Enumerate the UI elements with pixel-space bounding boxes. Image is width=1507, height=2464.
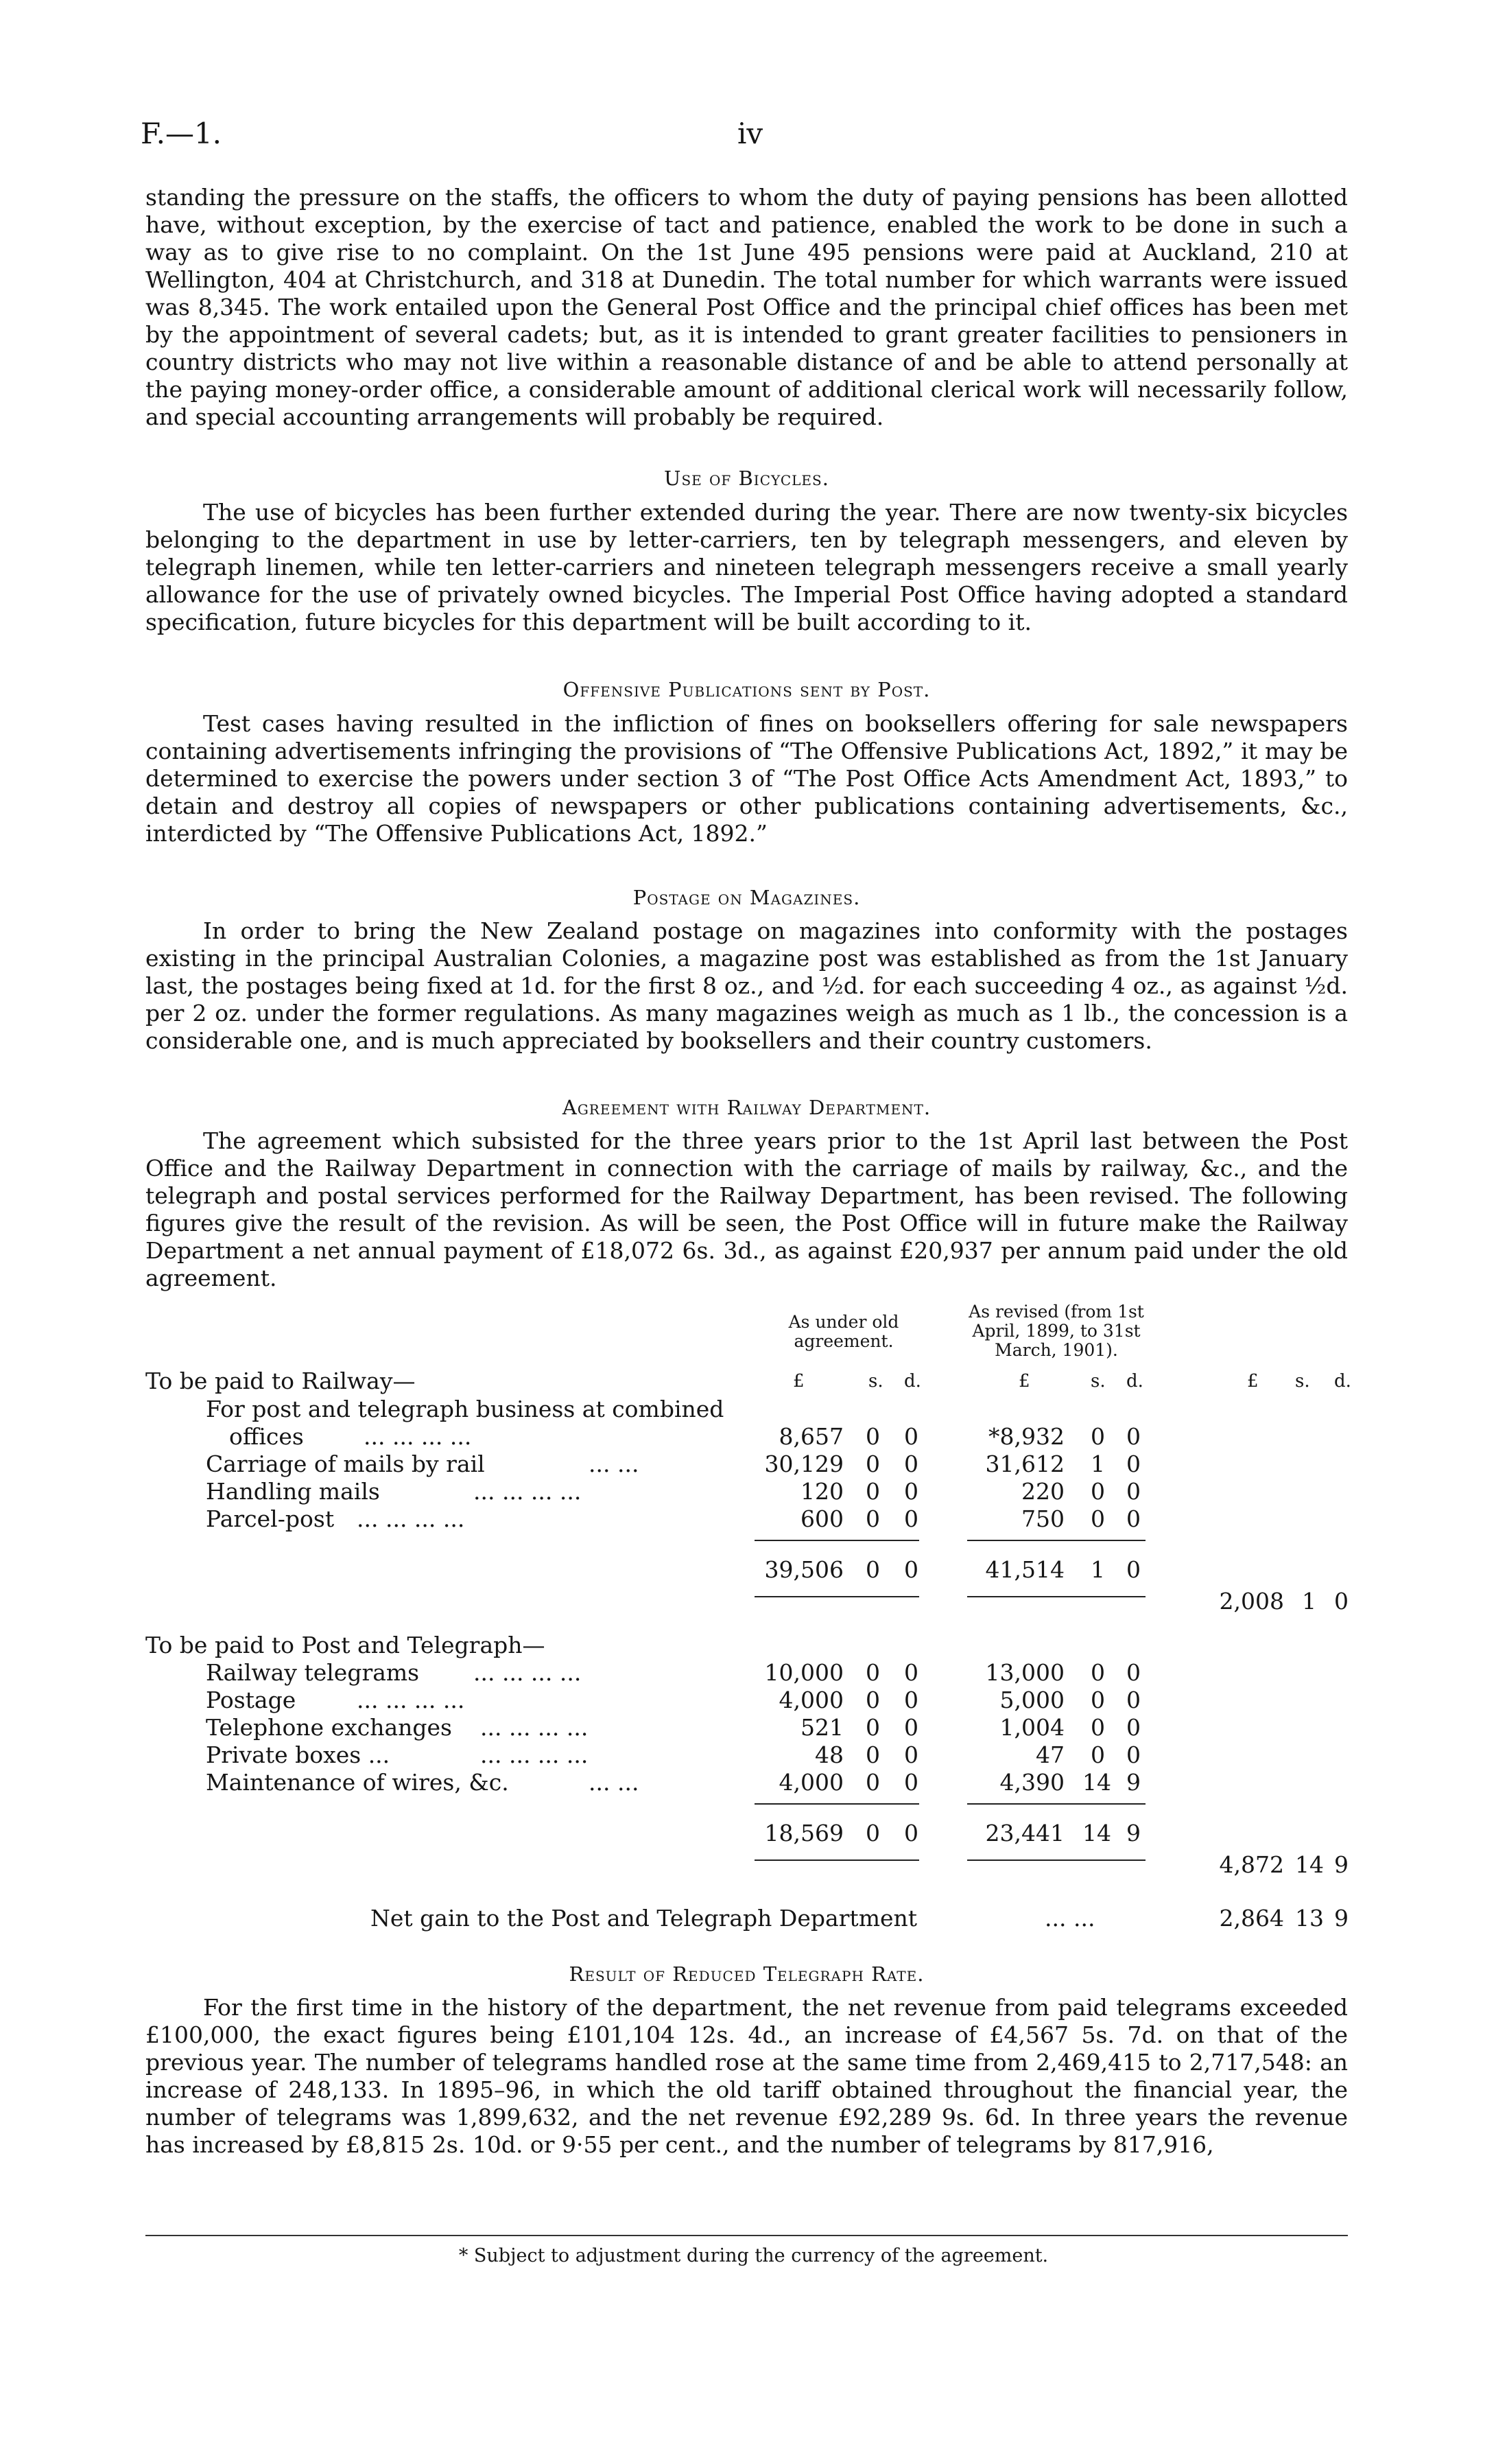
row-label: Parcel-post	[206, 1505, 335, 1532]
old-shillings: 0	[866, 1714, 880, 1741]
old-shillings: 0	[866, 1423, 880, 1450]
lsd-d-new: d.	[1126, 1371, 1143, 1392]
new-pence: 9	[1126, 1769, 1141, 1796]
telegraph-text: For the first time in the history of the department, the net revenue from paid telegrams exceeded £100,000, the exact figures being £101,104 12s. 4d., an increase of £4,567 5s. 7d. on that of the previous year. The number of telegrams handled rose at the same time from 2,469,415 to 2,717,548: an increase of 248,133. In 1895–96, in which the old tariff obtained throughout the financial year, the number of telegrams was 1,899,632, and the net revenue £92,289 9s. 6d. In three years the revenue has increased by £8,815 2s. 10d. or 9·55 per cent., and the number of telegrams by 817,916,	[145, 1994, 1348, 2158]
lsd-d-old: d.	[904, 1371, 921, 1392]
railway-total-new-pounds: 41,514	[985, 1556, 1065, 1583]
footnote-rule	[145, 2235, 1348, 2236]
row-label-cont: offices	[229, 1423, 304, 1450]
post-total-old-pence: 0	[904, 1820, 918, 1846]
row-leaders: ... ...	[589, 1451, 639, 1477]
new-pounds: *8,932	[988, 1423, 1065, 1450]
old-pence: 0	[904, 1714, 918, 1741]
page-number: iv	[737, 117, 763, 150]
lsd-l-new: £	[1019, 1371, 1030, 1392]
new-pence: 0	[1126, 1741, 1141, 1768]
post-diff-pounds: 4,872	[1219, 1851, 1284, 1878]
old-pounds: 48	[815, 1741, 844, 1768]
new-shillings: 1	[1091, 1451, 1105, 1477]
net-gain-shillings: 13	[1295, 1905, 1324, 1932]
lsd-s-diff: s.	[1295, 1371, 1310, 1392]
new-pence: 0	[1126, 1451, 1141, 1477]
new-pounds: 13,000	[985, 1659, 1065, 1686]
footnote: * Subject to adjustment during the currency of the agreement.	[458, 2245, 1049, 2266]
lsd-d-diff: d.	[1334, 1371, 1351, 1392]
post-total-new-shillings: 14	[1082, 1820, 1111, 1846]
new-shillings: 0	[1091, 1741, 1105, 1768]
new-pence: 0	[1126, 1505, 1141, 1532]
post-diff-shillings: 14	[1295, 1851, 1324, 1878]
total-rule	[755, 1596, 919, 1597]
report-code: F.—1.	[141, 117, 222, 150]
subtotal-rule	[967, 1540, 1146, 1541]
new-shillings: 14	[1082, 1769, 1111, 1796]
old-pounds: 30,129	[764, 1451, 844, 1477]
new-pence: 0	[1126, 1659, 1141, 1686]
heading-railway: Agreement with Railway Department.	[562, 1096, 932, 1119]
heading-telegraph: Result of Reduced Telegraph Rate.	[569, 1962, 925, 1986]
heading-bicycles: Use of Bicycles.	[664, 467, 829, 490]
old-shillings: 0	[866, 1769, 880, 1796]
row-leaders: ... ... ... ...	[357, 1505, 465, 1532]
row-label: Postage	[206, 1687, 296, 1713]
old-pounds: 4,000	[779, 1687, 844, 1713]
old-pence: 0	[904, 1505, 918, 1532]
post-diff-pence: 9	[1334, 1851, 1349, 1878]
section-telegraph	[145, 1994, 1348, 2159]
total-rule	[967, 1596, 1146, 1597]
new-shillings: 0	[1091, 1478, 1105, 1505]
railway-total-old-shillings: 0	[866, 1556, 880, 1583]
old-shillings: 0	[866, 1741, 880, 1768]
old-pounds: 521	[800, 1714, 844, 1741]
railway-total-new-pence: 0	[1126, 1556, 1141, 1583]
new-pounds: 1,004	[999, 1714, 1065, 1741]
new-pence: 0	[1126, 1687, 1141, 1713]
old-pence: 0	[904, 1423, 918, 1450]
lsd-l-old: £	[793, 1371, 805, 1392]
new-pounds: 5,000	[999, 1687, 1065, 1713]
new-pounds: 750	[1021, 1505, 1065, 1532]
row-leaders: ... ... ... ...	[473, 1478, 582, 1505]
row-leaders: ... ... ... ...	[357, 1687, 465, 1713]
railway-diff-shillings: 1	[1302, 1588, 1316, 1615]
old-pounds: 8,657	[779, 1423, 844, 1450]
new-pence: 0	[1126, 1423, 1141, 1450]
intro-text: standing the pressure on the staffs, the officers to whom the duty of paying pensions has been allotted have, without exception, by the exercise of tact and patience, enabled the work to be done in such a way as to give rise to no complaint. On the 1st June 495 pensions were paid at Auckland, 210 at Wellington, 404 at Christchurch, and 318 at Dunedin. The total number for which warrants were issued was 8,345. The work entailed upon the General Post Office and the principal chief offices has been met by the appointment of several cadets; but, as it is intended to grant greater facilities to pensioners in country districts who may not live within a reasonable distance of and be able to attend personally at the paying money-order office, a considerable amount of additional clerical work will necessarily follow, and special accounting arrangements will probably be required.	[145, 184, 1348, 430]
old-pounds: 120	[800, 1478, 844, 1505]
old-pounds: 10,000	[764, 1659, 844, 1686]
new-pounds: 4,390	[999, 1769, 1065, 1796]
net-gain-label: Net gain to the Post and Telegraph Department	[370, 1905, 918, 1932]
row-label: Maintenance of wires, &c.	[206, 1769, 509, 1796]
col-header-old: As under old agreement.	[788, 1312, 899, 1351]
row-label: Railway telegrams	[206, 1659, 420, 1686]
new-pence: 0	[1126, 1478, 1141, 1505]
new-shillings: 0	[1091, 1505, 1105, 1532]
bicycles-text: The use of bicycles has been further extended during the year. There are now twenty-six bicycles belonging to the department in use by letter-carriers, ten by telegraph messengers, and eleven by telegraph linemen, while ten letter-carriers and nineteen telegraph messengers receive a small yearly allowance for the use of privately owned bicycles. The Imperial Post Office having adopted a standard specification, future bicycles for this department will be built according to it.	[145, 499, 1348, 635]
old-pence: 0	[904, 1659, 918, 1686]
old-pounds: 600	[800, 1505, 844, 1532]
post-total-old-shillings: 0	[866, 1820, 880, 1846]
row-label: For post and telegraph business at combined	[206, 1396, 724, 1422]
row-label: Carriage of mails by rail	[206, 1451, 485, 1477]
new-shillings: 0	[1091, 1423, 1105, 1450]
lsd-l-diff: £	[1247, 1371, 1259, 1392]
old-pounds: 4,000	[779, 1769, 844, 1796]
net-gain-pence: 9	[1334, 1905, 1349, 1932]
old-shillings: 0	[866, 1451, 880, 1477]
row-leaders: ... ...	[589, 1769, 639, 1796]
railway-group-label: To be paid to Railway—	[145, 1368, 416, 1394]
total-rule	[967, 1859, 1146, 1861]
post-total-new-pounds: 23,441	[985, 1820, 1065, 1846]
row-leaders: ... ... ... ...	[480, 1714, 589, 1741]
new-shillings: 0	[1091, 1714, 1105, 1741]
railway-total-new-shillings: 1	[1091, 1556, 1105, 1583]
old-pence: 0	[904, 1741, 918, 1768]
row-label: Private boxes ...	[206, 1741, 390, 1768]
subtotal-rule	[967, 1803, 1146, 1805]
total-rule	[755, 1859, 919, 1861]
post-group-label: To be paid to Post and Telegraph—	[145, 1632, 545, 1658]
railway-total-old-pence: 0	[904, 1556, 918, 1583]
offensive-text: Test cases having resulted in the infliction of fines on booksellers offering for sale newspapers containing advertisements infringing the provisions of “The Offensive Publications Act, 1892,” it may be determined to exercise the powers under section 3 of “The Post Office Acts Amendment Act, 1893,” to detain and destroy all copies of newspapers or other publications containing advertisements, &c., interdicted by “The Offensive Publications Act, 1892.”	[145, 710, 1348, 847]
old-shillings: 0	[866, 1687, 880, 1713]
old-pence: 0	[904, 1687, 918, 1713]
post-total-old-pounds: 18,569	[764, 1820, 844, 1846]
subtotal-rule	[755, 1540, 919, 1541]
old-shillings: 0	[866, 1505, 880, 1532]
old-pence: 0	[904, 1478, 918, 1505]
new-shillings: 0	[1091, 1687, 1105, 1713]
new-pounds: 31,612	[985, 1451, 1065, 1477]
railway-total-old-pounds: 39,506	[764, 1556, 844, 1583]
magazines-text: In order to bring the New Zealand postage on magazines into conformity with the postages existing in the principal Australian Colonies, a magazine post was established as from the 1st January last, the postages being fixed at 1d. for the first 8 oz., and ½d. for each succeeding 4 oz., as against ½d. per 2 oz. under the former regulations. As many magazines weigh as much as 1 lb., the concession is a considerable one, and is much appreciated by booksellers and their country customers.	[145, 917, 1348, 1054]
railway-text: The agreement which subsisted for the three years prior to the 1st April last between the Post Office and the Railway Department in connection with the carriage of mails by railway, &c., and the telegraph and postal services performed for the Railway Department, has been revised. The following figures give the result of the revision. As will be seen, the Post Office will in future make the Railway Department a net annual payment of £18,072 6s. 3d., as against £20,937 per annum paid under the old agreement.	[145, 1127, 1348, 1291]
row-label: Handling mails	[206, 1478, 380, 1505]
row-label: Telephone exchanges	[206, 1714, 452, 1741]
subtotal-rule	[755, 1803, 919, 1805]
lsd-s-new: s.	[1091, 1371, 1106, 1392]
lsd-s-old: s.	[868, 1371, 883, 1392]
old-pence: 0	[904, 1451, 918, 1477]
old-shillings: 0	[866, 1478, 880, 1505]
railway-diff-pence: 0	[1334, 1588, 1349, 1615]
row-leaders: ... ... ... ...	[364, 1423, 472, 1450]
post-total-new-pence: 9	[1126, 1820, 1141, 1846]
railway-diff-pounds: 2,008	[1219, 1588, 1284, 1615]
old-pence: 0	[904, 1769, 918, 1796]
new-pounds: 47	[1036, 1741, 1065, 1768]
old-shillings: 0	[866, 1659, 880, 1686]
new-shillings: 0	[1091, 1659, 1105, 1686]
new-pence: 0	[1126, 1714, 1141, 1741]
new-pounds: 220	[1021, 1478, 1065, 1505]
row-leaders: ... ... ... ...	[473, 1659, 582, 1686]
net-gain-leaders: ... ...	[1045, 1905, 1095, 1932]
net-gain-pounds: 2,864	[1219, 1905, 1284, 1932]
col-header-new: As revised (from 1st April, 1899, to 31st March, 1901).	[969, 1302, 1144, 1360]
heading-magazines: Postage on Magazines.	[632, 886, 861, 909]
row-leaders: ... ... ... ...	[480, 1741, 589, 1768]
heading-offensive: Offensive Publications sent by Post.	[562, 678, 931, 701]
